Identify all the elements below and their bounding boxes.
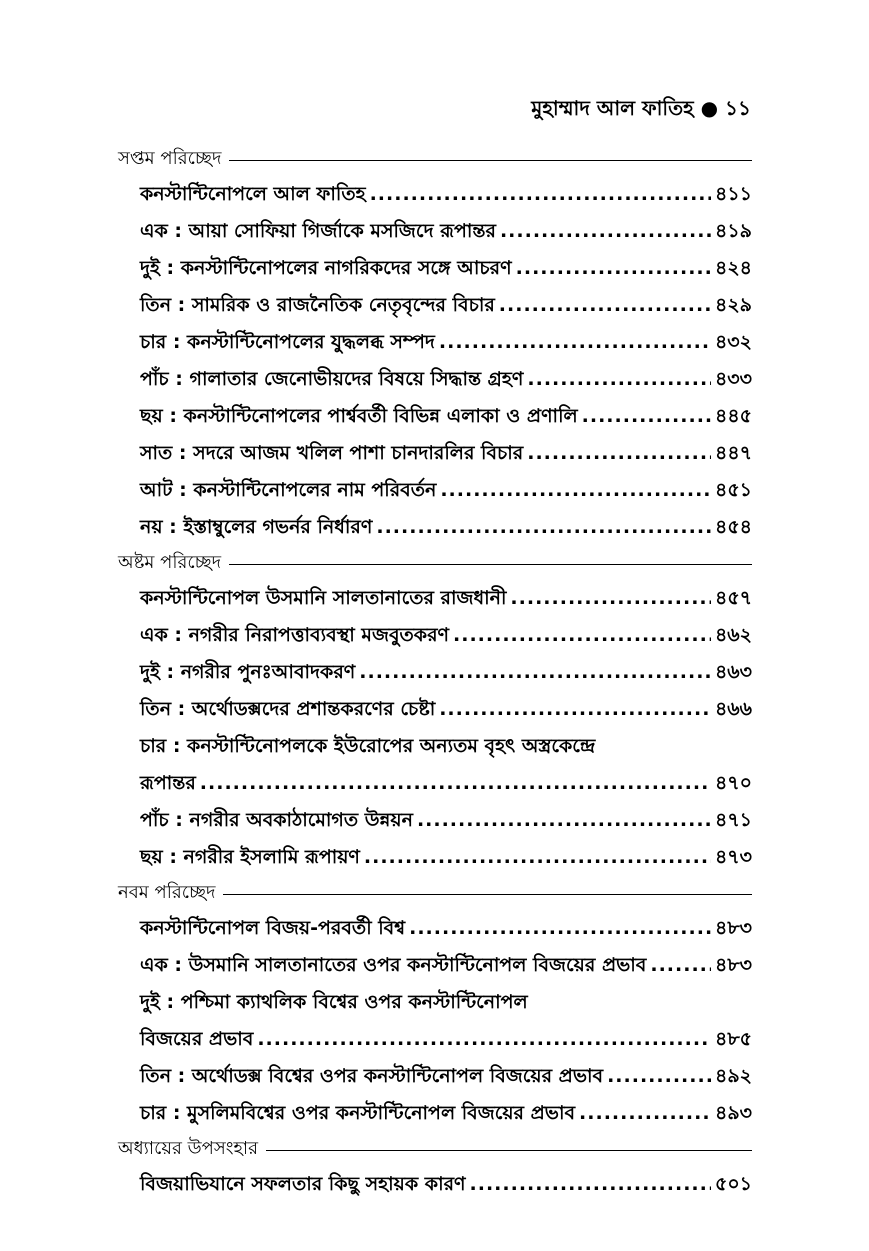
dot-leader <box>440 472 711 509</box>
entry-title: আট : কনস্টান্টিনোপলের নাম পরিবর্তন <box>140 479 437 501</box>
entry-title: তিন : অর্থোডক্সদের প্রশান্তকরণের চেষ্টা <box>140 698 436 720</box>
toc-entry[interactable] <box>118 765 752 802</box>
entry-title: সাত : সদরে আজম খলিল পাশা চানদারলির বিচার <box>140 442 524 464</box>
toc-entry[interactable] <box>118 1058 752 1095</box>
page-number: ৪৮৩ <box>714 954 752 976</box>
entry-title: ছয় : নগরীর ইসলামি রূপায়ণ <box>140 846 360 868</box>
entry-title: দুই : পশ্চিমা ক্যাথলিক বিশ্বের ওপর কনস্টান্টিনোপল <box>140 991 528 1013</box>
section-heading <box>118 142 752 176</box>
section-rule <box>229 564 752 565</box>
entry-title: ছয় : কনস্টান্টিনোপলের পার্শ্ববর্তী বিভিন্ন এলাকা ও প্রণালি <box>140 405 578 427</box>
section-rule <box>229 160 752 161</box>
page-number: ৪৮৫ <box>715 1028 752 1050</box>
toc-entry[interactable] <box>118 728 752 765</box>
toc-entry[interactable] <box>118 1021 752 1058</box>
section-heading <box>118 546 752 580</box>
toc-entry[interactable] <box>118 984 752 1021</box>
page-number: ৪৬৬ <box>714 698 752 720</box>
page-number: ৫০১ <box>714 1173 752 1195</box>
page-number: ৪৬৩ <box>714 661 752 683</box>
section-title: অধ্যায়ের উপসংহার <box>118 1137 259 1159</box>
dot-leader <box>439 324 711 361</box>
toc-entry[interactable] <box>118 910 752 947</box>
dot-leader <box>510 580 711 617</box>
toc-entry[interactable] <box>118 250 752 287</box>
dot-leader <box>499 287 711 324</box>
page-number: ৪৭৩ <box>714 846 752 868</box>
entry-title: পাঁচ : গালাতার জেনোভীয়দের বিষয়ে সিদ্ধান্ত গ্রহণ <box>140 368 524 390</box>
page-number: ৪১৯ <box>715 220 752 242</box>
page-number: ৪৫১ <box>715 479 752 501</box>
page-number: ৪৩৩ <box>714 368 752 390</box>
entry-title: রূপান্তর <box>140 772 196 794</box>
section-title: নবম পরিচ্ছেদ <box>118 881 216 903</box>
dot-leader <box>200 765 711 802</box>
dot-leader <box>417 802 711 839</box>
page-number: ৪৭১ <box>714 809 752 831</box>
page-number: ৪৫৭ <box>714 587 752 609</box>
running-head: মুহাম্মাদ আল ফাতিহ ● ১১ <box>531 96 751 120</box>
dot-leader <box>470 1166 711 1203</box>
dot-leader <box>579 1095 711 1132</box>
toc-entry[interactable] <box>118 691 752 728</box>
toc-entry[interactable] <box>118 947 752 984</box>
page-number: ৪২৯ <box>714 294 752 316</box>
entry-title: কনস্টান্টিনোপল উসমানি সালতানাতের রাজধানী <box>140 587 507 609</box>
entry-title: বিজয়াভিযানে সফলতার কিছু সহায়ক কারণ <box>140 1173 466 1195</box>
entry-title: নয় : ইস্তাম্বুলের গভর্নর নির্ধারণ <box>140 516 373 538</box>
toc-entry[interactable] <box>118 1166 752 1203</box>
entry-title: চার : মুসলিমবিশ্বের ওপর কনস্টান্টিনোপল বিজয়ের প্রভাব <box>140 1102 576 1124</box>
page-number: ৪৩২ <box>714 331 752 353</box>
toc-entry[interactable] <box>118 1095 752 1132</box>
entry-title: দুই : কনস্টান্টিনোপলের নাগরিকদের সঙ্গে আচরণ <box>140 257 512 279</box>
dot-leader <box>650 947 711 984</box>
entry-title: বিজয়ের প্রভাব <box>140 1028 254 1050</box>
dot-leader <box>376 509 711 546</box>
entry-title: তিন : সামরিক ও রাজনৈতিক নেতৃবৃন্দের বিচার <box>140 294 495 316</box>
page-number: ৪৯৩ <box>714 1102 752 1124</box>
entry-title: চার : কনস্টান্টিনোপলের যুদ্ধলব্ধ সম্পদ <box>140 331 435 353</box>
section-title: সপ্তম পরিচ্ছেদ <box>118 147 222 169</box>
section-title: অষ্টম পরিচ্ছেদ <box>118 551 222 573</box>
toc-entry[interactable] <box>118 472 752 509</box>
dot-leader <box>453 617 711 654</box>
table-of-contents <box>118 142 752 1203</box>
page-number: ৪৬২ <box>714 624 752 646</box>
dot-leader <box>607 1058 711 1095</box>
entry-title: পাঁচ : নগরীর অবকাঠামোগত উন্নয়ন <box>140 809 413 831</box>
dot-leader <box>527 361 711 398</box>
toc-entry[interactable] <box>118 361 752 398</box>
section-heading <box>118 876 752 910</box>
section-rule <box>223 894 752 895</box>
page-number: ৪৫৪ <box>715 516 752 538</box>
page-number: ৪৪৭ <box>714 442 752 464</box>
section-heading <box>118 1132 752 1166</box>
toc-entry[interactable] <box>118 839 752 876</box>
entry-title: এক : আয়া সোফিয়া গির্জাকে মসজিদে রূপান্তর <box>140 220 496 242</box>
dot-leader <box>409 910 711 947</box>
page-number: ৪১১ <box>715 183 752 205</box>
page-number: ৪৮৩ <box>714 917 752 939</box>
toc-entry[interactable] <box>118 654 752 691</box>
page-number: ৪৭০ <box>714 772 752 794</box>
entry-title: তিন : অর্থোডক্স বিশ্বের ওপর কনস্টান্টিনোপল বিজয়ের প্রভাব <box>140 1065 604 1087</box>
toc-entry[interactable] <box>118 509 752 546</box>
toc-entry[interactable] <box>118 398 752 435</box>
dot-leader <box>257 1021 711 1058</box>
dot-leader <box>359 654 711 691</box>
toc-entry[interactable] <box>118 176 752 213</box>
page-number: ৪৪৫ <box>715 405 752 427</box>
entry-title: এক : উসমানি সালতানাতের ওপর কনস্টান্টিনোপল বিজয়ের প্রভাব <box>140 954 647 976</box>
toc-entry[interactable] <box>118 324 752 361</box>
entry-title: দুই : নগরীর পুনঃআবাদকরণ <box>140 661 356 683</box>
dot-leader <box>364 839 711 876</box>
toc-entry[interactable] <box>118 213 752 250</box>
page-number: ৪২৪ <box>714 257 752 279</box>
toc-entry[interactable] <box>118 435 752 472</box>
dot-leader <box>439 691 711 728</box>
section-rule <box>266 1150 752 1151</box>
dot-leader <box>582 398 711 435</box>
entry-title: এক : নগরীর নিরাপত্তাব্যবস্থা মজবুতকরণ <box>140 624 450 646</box>
toc-entry[interactable] <box>118 617 752 654</box>
dot-leader <box>516 250 711 287</box>
entry-title: কনস্টান্টিনোপল বিজয়-পরবর্তী বিশ্ব <box>140 917 406 939</box>
toc-entry[interactable] <box>118 287 752 324</box>
entry-title: চার : কনস্টান্টিনোপলকে ইউরোপের অন্যতম বৃহৎ অস্ত্রকেন্দ্রে <box>140 735 596 757</box>
toc-entry[interactable] <box>118 802 752 839</box>
toc-entry[interactable] <box>118 580 752 617</box>
dot-leader <box>370 176 711 213</box>
page-number: ৪৯২ <box>714 1065 752 1087</box>
dot-leader <box>527 435 711 472</box>
dot-leader <box>500 213 711 250</box>
entry-title: কনস্টান্টিনোপলে আল ফাতিহ <box>140 183 366 205</box>
